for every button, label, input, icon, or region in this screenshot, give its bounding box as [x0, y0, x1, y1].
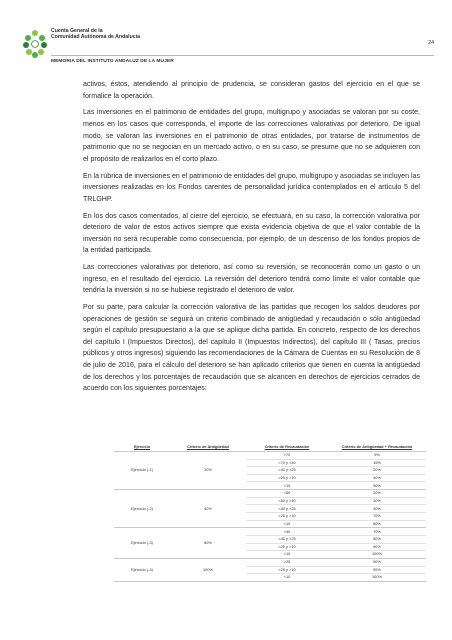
cell-combinado: 70%: [328, 513, 426, 521]
paragraph: Las correcciones valorativas por deterioro, así como su reversión, se reconocerán como un gasto o un ingreso, en el resultado del ejercicio. La reversión del deterioro tendrá como límite el valor contable que tendría la inversión si no se hubiese registrado el deterioro de valor.: [83, 264, 420, 295]
table-row: [114, 528, 426, 536]
cell-combinado: 95%: [328, 566, 426, 574]
paragraph: En la rúbrica de inversiones en el patrimonio de entidades del grupo, multigrupo y asociadas se incluyen las inversiones realizadas en los Fondos carentes de personalidad jurídica contemplados en el artículo 5 del TRLGHP.: [83, 172, 420, 203]
cell-antiguedad: 20%: [170, 451, 246, 489]
cell-antiguedad: 40%: [170, 490, 246, 528]
cell-combinado: 100%: [328, 551, 426, 559]
cell-recaudacion: <50 y >40: [246, 497, 328, 505]
cell-combinado: 15%: [328, 459, 426, 467]
cell-combinado: 80%: [328, 535, 426, 543]
paragraph: Por su parte, para calcular la corrección valorativa de las partidas que recogen los saldos deudores por operaciones de gestión se seguirá un criterio combinado de antigüedad y recaudación o sólo antigüedad según el capítulo presupuestario a la que se aplique dicha partida. En concreto, respecto de los derechos del capítulo I (Impuestos Directos), del capítulo II (Impuestos Indirectos), del capítulo III ( Tasas, precios públicos y otros ingresos) siguiendo las recomendaciones de la Cámara de Cuentas en su Resolución de 8 de julio de 2016, para el cálculo del deterioro se han aplicado criterios que tienen en cuenta la antigüedad de los derechos y los porcentajes de recaudación que se alcancen en derechos de ejercicios cerrados de acuerdo con los siguientes porcentajes:: [83, 304, 420, 393]
org-line-2: Comunidad Autónoma de Andalucía: [51, 34, 140, 41]
table-row: [114, 490, 426, 498]
section-title: MEMORIA DEL INSTITUTO ANDALUZ DE LA MUJER: [51, 59, 174, 64]
col-header-combinado: Criterio de Antigüedad + Recaudación: [328, 444, 426, 451]
cell-combinado: 70%: [328, 528, 426, 536]
org-line-1: Cuenta General de la: [51, 28, 103, 34]
cell-recaudacion: <10: [246, 574, 328, 582]
organization-name: [51, 28, 140, 41]
cell-recaudacion: >40: [246, 528, 328, 536]
cell-recaudacion: <25 y >10: [246, 566, 328, 574]
table-row: [114, 451, 426, 459]
cell-combinado: 80%: [328, 520, 426, 528]
cell-recaudacion: <25 y >10: [246, 543, 328, 551]
deterioro-criteria-table: [114, 444, 426, 582]
cell-combinado: 40%: [328, 505, 426, 513]
cell-recaudacion: <70 y >40: [246, 459, 328, 467]
cell-recaudacion: >50: [246, 490, 328, 498]
cell-combinado: 100%: [328, 574, 426, 582]
page-number: 24: [428, 40, 434, 46]
cell-recaudacion: <10: [246, 482, 328, 490]
cell-combinado: 40%: [328, 474, 426, 482]
cell-recaudacion: >25: [246, 558, 328, 566]
col-header-recaudacion: Criterio de Recaudación: [246, 444, 328, 451]
table-row: [114, 558, 426, 566]
cell-combinado: 20%: [328, 490, 426, 498]
junta-andalucia-logo: [22, 29, 48, 59]
table-body: [114, 451, 426, 581]
paragraph: activos, éstos, atendiendo al principio de prudencia, se consideran gastos del ejercicio en el que se formalice la operación.: [83, 81, 420, 100]
header-divider: [51, 55, 434, 56]
cell-ejercicio: Ejercicio (-1): [114, 451, 170, 489]
cell-recaudacion: <10: [246, 551, 328, 559]
cell-combinado: 90%: [328, 558, 426, 566]
cell-recaudacion: <40 y >25: [246, 535, 328, 543]
cell-combinado: 90%: [328, 543, 426, 551]
cell-ejercicio: Ejercicio (-4): [114, 558, 170, 581]
cell-recaudacion: >70: [246, 451, 328, 459]
paragraph: En los dos casos comentados, al cierre del ejercicio, se efectuará, en su caso, la corrección valorativa por deterioro de valor de estos activos siempre que exista evidencia objetiva de que el valor contable de la inversión no será recuperable como consecuencia, por ejemplo, de un descenso de los fondos propios de la entidad participada.: [83, 212, 420, 255]
cell-ejercicio: Ejercicio (-2): [114, 490, 170, 528]
cell-combinado: 5%: [328, 451, 426, 459]
cell-combinado: 20%: [328, 467, 426, 475]
cell-ejercicio: Ejercicio (-3): [114, 528, 170, 559]
paragraph: Las inversiones en el patrimonio de entidades del grupo, multigrupo y asociadas se valoran por su coste, menos en los casos que corresponda, el importe de las correcciones valorativas por deterioro. De igual modo, se valoran las inversiones en el patrimonio de otras entidades, por tratarse de instrumentos de patrimonio que no se negocian en un mercado activo, o en su caso, se presume que no se adquieren con el propósito de realizarlos en el corto plazo.: [83, 109, 420, 163]
page-header: [22, 16, 434, 64]
body-text: [83, 79, 420, 400]
col-header-ejercicio: Ejercicio: [114, 444, 170, 451]
col-header-antiguedad: Criterio de Antigüedad: [170, 444, 246, 451]
cell-recaudacion: <40 y >25: [246, 467, 328, 475]
cell-recaudacion: <40 y >25: [246, 505, 328, 513]
cell-combinado: 50%: [328, 482, 426, 490]
cell-antiguedad: 100%: [170, 558, 246, 581]
cell-recaudacion: <25 y >10: [246, 513, 328, 521]
cell-antiguedad: 80%: [170, 528, 246, 559]
cell-recaudacion: <10: [246, 520, 328, 528]
cell-combinado: 30%: [328, 497, 426, 505]
cell-recaudacion: <25 y >10: [246, 474, 328, 482]
